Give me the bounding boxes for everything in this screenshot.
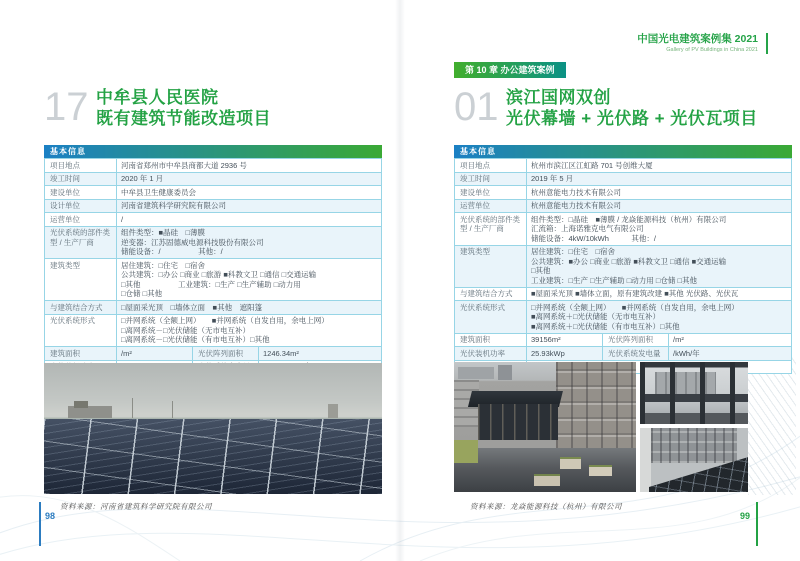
photo-office-building bbox=[651, 428, 737, 463]
table-row bbox=[45, 199, 381, 213]
row-label: 与建筑结合方式 bbox=[45, 301, 117, 314]
row-value: / bbox=[121, 214, 124, 224]
row-value: 居住建筑：□住宅 □宿舍 公共建筑：□办公 □商业 □旅游 ■科教文卫 □通信 □交通运输 □其他 工业建筑：□生产 □生产辅助 □动力用 □仓储 □其他 bbox=[121, 260, 317, 298]
row-value: 组件类型：■晶硅 □薄膜 逆变器：江苏固德威电源科技股份有限公司 储能设备：/ 其他：/ bbox=[121, 228, 264, 256]
row-label: 项目地点 bbox=[455, 159, 527, 172]
row-value: /m² bbox=[673, 335, 684, 344]
photo-pv-pavilion-courtyard bbox=[454, 362, 636, 492]
table-row bbox=[455, 333, 791, 347]
row-value: 杭州意能电力技术有限公司 bbox=[531, 201, 621, 210]
row-value: 河南省郑州市中牟县商都大道 2936 号 bbox=[121, 160, 247, 170]
row-label: 竣工时间 bbox=[455, 173, 527, 186]
table-row bbox=[45, 185, 381, 199]
row-value: 居住建筑：□住宅 □宿舍 公共建筑：■办公 □商业 □旅游 ■科教文卫 □通信 ■交通运输 □其他 工业建筑：□生产 □生产辅助 □动力用 □仓储 □其他 bbox=[531, 247, 727, 285]
photo-planter bbox=[534, 474, 559, 486]
source-note: 资料来源：河南省建筑科学研究院有限公司 bbox=[60, 502, 212, 511]
page-fold-shadow bbox=[395, 0, 405, 561]
table-row bbox=[455, 185, 791, 199]
row-label: 设计单位 bbox=[45, 200, 117, 213]
table-header: 基本信息 bbox=[454, 145, 792, 158]
photo-planter bbox=[560, 457, 582, 469]
table-row bbox=[45, 300, 381, 314]
photo-building-silhouette bbox=[498, 365, 513, 381]
row-value: 1246.34m² bbox=[263, 348, 299, 358]
photo-pv-rooftop bbox=[44, 363, 382, 494]
row-label: 运营单位 bbox=[455, 200, 527, 213]
table-row bbox=[455, 287, 791, 301]
table-row bbox=[455, 172, 791, 186]
case-number: 01 bbox=[454, 85, 499, 129]
row-value: 组件类型：□晶硅 ■薄膜 / 龙焱能源科技（杭州）有限公司 汇流箱：上海诺雅克电气有限公司 储能设备：4kW/10kWh 其他：/ bbox=[531, 214, 727, 243]
row-value: □屋面采光顶 □墙体立面 ■其他 遮阳篷 bbox=[121, 302, 263, 312]
row-label: 光伏装机功率 bbox=[455, 347, 527, 360]
table-header: 基本信息 bbox=[44, 145, 382, 158]
row-value: 河南省建筑科学研究院有限公司 bbox=[121, 201, 226, 210]
table-row bbox=[45, 258, 381, 300]
photo-pv-curtain-wall bbox=[640, 362, 748, 424]
case-title-line2: 既有建筑节能改造项目 bbox=[96, 109, 271, 128]
row-label: 光伏系统的部件类型 / 生产厂商 bbox=[455, 213, 527, 245]
photo-planter bbox=[589, 465, 613, 477]
page-number-rule-left bbox=[39, 502, 41, 546]
row-label: 建设单位 bbox=[45, 186, 117, 199]
photo-building-silhouette bbox=[328, 404, 338, 418]
row-label: 光伏系统形式 bbox=[45, 315, 117, 347]
table-row bbox=[455, 346, 791, 360]
basic-info-table-right bbox=[454, 145, 792, 374]
book-title-en: Gallery of PV Buildings in China 2021 bbox=[666, 47, 758, 53]
case-title-line2: 光伏幕墙 + 光伏路 + 光伏瓦项目 bbox=[506, 109, 758, 128]
photo-walkway bbox=[640, 428, 651, 492]
table-row bbox=[455, 199, 791, 213]
photo-building-silhouette bbox=[68, 406, 112, 418]
row-value: 杭州市滨江区江虹路 701 号创维大厦 bbox=[531, 160, 653, 170]
table-row bbox=[45, 172, 381, 186]
row-value: ■屋面采光顶 ■墙体立面，原有建筑改建 ■其他 光伏路、光伏瓦 bbox=[531, 289, 739, 298]
photo-lawn bbox=[454, 440, 478, 463]
table-row bbox=[45, 212, 381, 226]
table-row bbox=[455, 300, 791, 333]
row-label: 光伏阵列面积 bbox=[193, 347, 259, 360]
row-value: 杭州意能电力技术有限公司 bbox=[531, 187, 621, 197]
row-value: □并网系统（全额上网） ■并网系统（自发自用，余电上网） ■离网系统＋□光伏储能（无市电互补） ■离网系统＋□光伏储能（有市电互补）□其他 bbox=[531, 302, 739, 331]
basic-info-table-left bbox=[44, 145, 382, 388]
row-label: 建筑类型 bbox=[455, 246, 527, 287]
page-number-right: 99 bbox=[740, 511, 751, 521]
photo-pv-tile-roof bbox=[640, 428, 748, 492]
row-label: 建筑面积 bbox=[45, 347, 117, 360]
row-value: 中牟县卫生健康委员会 bbox=[121, 187, 196, 197]
table-row bbox=[455, 245, 791, 287]
row-label: 光伏系统的部件类型 / 生产厂商 bbox=[45, 227, 117, 259]
row-value: 39156m² bbox=[527, 334, 603, 347]
row-value: □并网系统（全额上网） ■并网系统（自发自用，余电上网） □离网系统－□光伏储能（无市电互补） □离网系统－□光伏储能（有市电互补）□其他 bbox=[121, 316, 329, 344]
right-page bbox=[454, 0, 792, 561]
table-row bbox=[45, 314, 381, 347]
table-row bbox=[45, 226, 381, 259]
left-page bbox=[44, 0, 382, 561]
row-value: 2019 年 5 月 bbox=[531, 174, 574, 183]
row-label: 建筑类型 bbox=[45, 259, 117, 300]
case-title-line1: 中牟县人民医院 bbox=[96, 88, 219, 107]
photo-building-silhouette bbox=[458, 367, 494, 379]
case-title-line1: 滨江国网双创 bbox=[506, 88, 611, 107]
table-row bbox=[455, 158, 791, 172]
chapter-badge: 第 10 章 办公建筑案例 bbox=[454, 62, 566, 78]
row-label: 与建筑结合方式 bbox=[455, 288, 527, 301]
row-label: 光伏阵列面积 bbox=[603, 334, 669, 347]
table-row bbox=[455, 212, 791, 245]
row-label: 建筑面积 bbox=[455, 334, 527, 347]
row-value: /kWh/年 bbox=[673, 348, 700, 358]
photo-building-silhouette bbox=[74, 401, 88, 408]
row-value: /m² bbox=[117, 347, 193, 360]
page-number-rule-right bbox=[756, 502, 758, 546]
row-label: 运营单位 bbox=[45, 213, 117, 226]
case-number: 17 bbox=[44, 85, 89, 129]
case-heading-right bbox=[454, 84, 758, 130]
photo-pv-pavilion bbox=[478, 404, 558, 440]
case-heading-left bbox=[44, 84, 271, 130]
photo-group bbox=[454, 362, 792, 494]
row-label: 建设单位 bbox=[455, 186, 527, 199]
row-label: 项目地点 bbox=[45, 159, 117, 172]
photo-mast bbox=[132, 398, 133, 418]
source-note: 资料来源：龙焱能源科技（杭州）有限公司 bbox=[470, 502, 622, 511]
table-row bbox=[45, 158, 381, 172]
book-title-cn: 中国光电建筑案例集 2021 bbox=[637, 33, 758, 45]
row-label: 竣工时间 bbox=[45, 173, 117, 186]
photo-mast bbox=[172, 401, 173, 418]
row-label: 光伏系统形式 bbox=[455, 301, 527, 333]
photo-pv-panel-array bbox=[44, 419, 382, 494]
row-value: 25.93kWp bbox=[527, 347, 603, 360]
table-row bbox=[45, 346, 381, 360]
photo-curtain-wall-mullions bbox=[640, 362, 748, 424]
row-label: 光伏系统发电量 bbox=[603, 347, 669, 360]
page-number-left: 98 bbox=[45, 511, 56, 521]
row-value: 2020 年 1 月 bbox=[121, 174, 164, 183]
